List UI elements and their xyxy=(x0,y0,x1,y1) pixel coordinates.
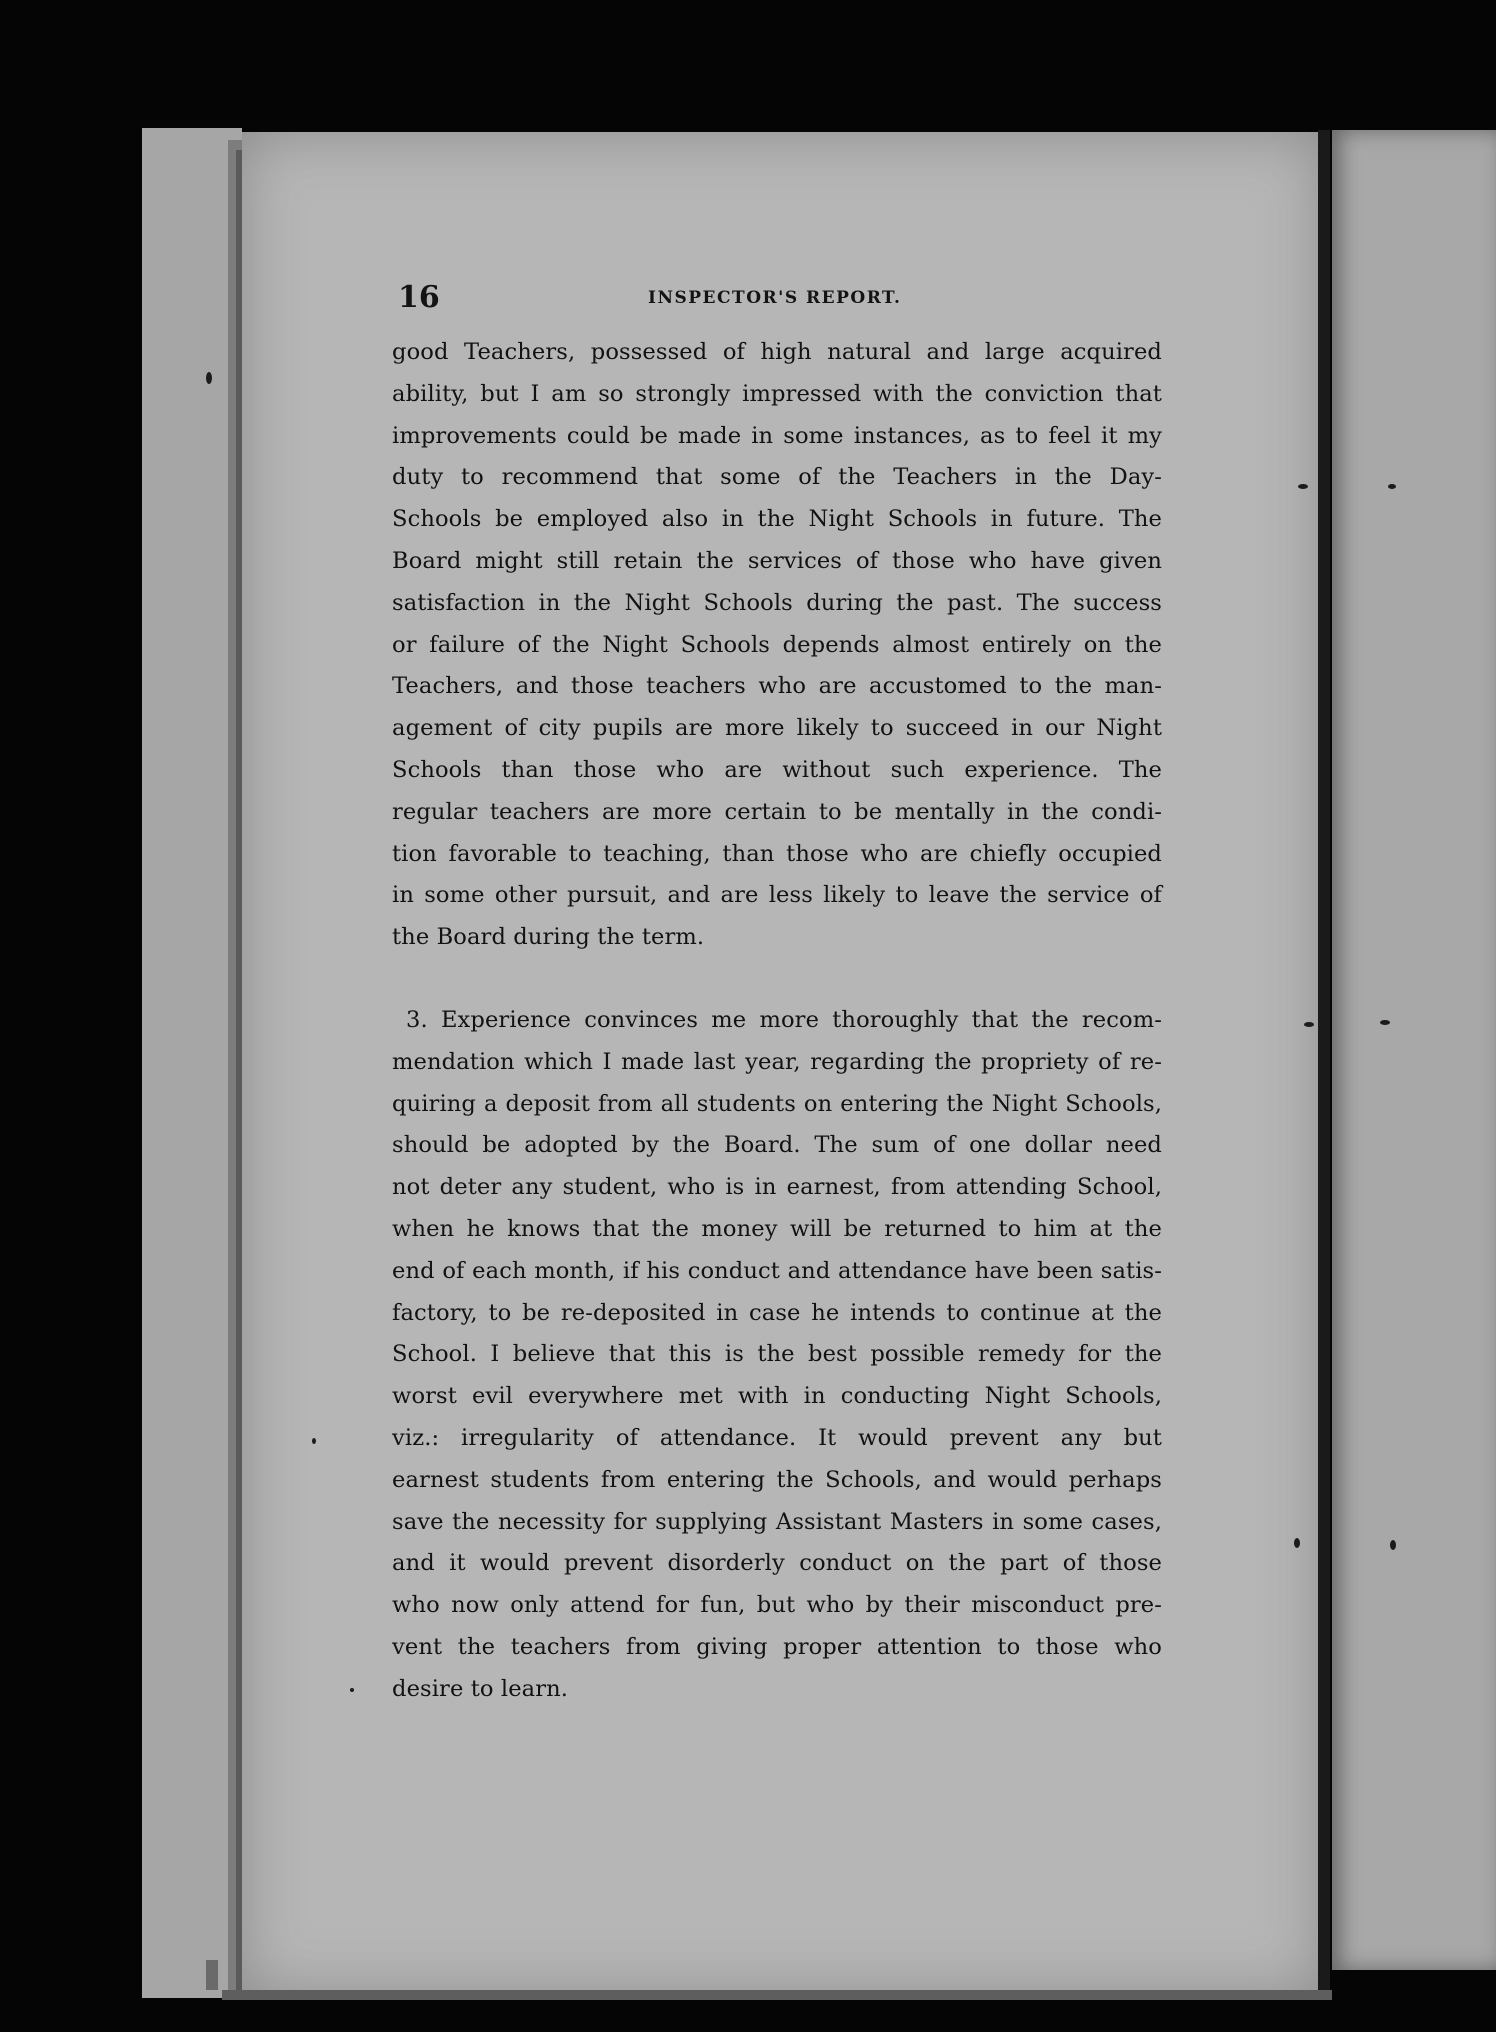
text-line: the Board during the term. xyxy=(392,924,705,951)
text-line: viz.: irregularity of attendance. It would prevent any but xyxy=(392,1424,1162,1451)
text-line: mendation which I made last year, regarding the propriety of re- xyxy=(392,1048,1162,1075)
running-head xyxy=(398,280,1158,324)
spine-mark xyxy=(206,1960,218,1990)
paragraph-1 xyxy=(392,332,1162,959)
text-line: Board might still retain the services of those who have given xyxy=(392,547,1162,574)
scan-speck xyxy=(1380,1020,1390,1025)
scan-speck xyxy=(312,1438,316,1444)
text-line: in some other pursuit, and are less likely to leave the service of xyxy=(392,882,1162,909)
scan-speck xyxy=(1294,1538,1300,1548)
stacked-page-edges xyxy=(142,128,242,1998)
text-line: desire to learn. xyxy=(392,1675,569,1702)
paragraph-2 xyxy=(392,1000,1162,1711)
header-title: INSPECTOR'S REPORT. xyxy=(648,288,902,308)
text-line: tion favorable to teaching, than those who are chiefly occupied xyxy=(392,840,1162,867)
page-number: 16 xyxy=(398,280,440,315)
text-line: good Teachers, possessed of high natural and large acquired xyxy=(392,339,1162,365)
scan-speck xyxy=(1388,484,1396,489)
text-line: factory, to be re-deposited in case he intends to continue at the xyxy=(392,1299,1162,1326)
text-line: Schools be employed also in the Night Schools in future. The xyxy=(392,506,1162,533)
text-line: agement of city pupils are more likely to succeed in our Night xyxy=(392,715,1162,742)
text-line: who now only attend for fun, but who by their misconduct pre- xyxy=(392,1592,1162,1619)
scan-speck xyxy=(206,372,212,384)
text-line: vent the teachers from giving proper attention to those who xyxy=(392,1633,1162,1660)
scan-speck xyxy=(1304,1022,1314,1027)
text-line: Schools than those who are without such experience. The xyxy=(392,756,1162,783)
text-line: and it would prevent disorderly conduct on the part of those xyxy=(392,1550,1162,1577)
scan-speck xyxy=(1298,484,1308,489)
text-line: improvements could be made in some instances, as to feel it my xyxy=(392,422,1162,449)
text-line: School. I believe that this is the best possible remedy for the xyxy=(392,1341,1162,1368)
text-line: or failure of the Night Schools depends almost entirely on the xyxy=(392,631,1162,658)
scan-speck xyxy=(1390,1540,1396,1550)
adjacent-page xyxy=(1332,130,1496,1970)
text-line: satisfaction in the Night Schools during the past. The success xyxy=(392,589,1162,616)
gutter-shadow xyxy=(1318,130,1330,1996)
text-line: Teachers, and those teachers who are accustomed to the man- xyxy=(392,673,1162,700)
text-line: should be adopted by the Board. The sum of one dollar need xyxy=(392,1132,1162,1159)
text-line: when he knows that the money will be returned to him at the xyxy=(392,1215,1162,1242)
text-line: save the necessity for supplying Assistant Masters in some cases, xyxy=(392,1508,1162,1535)
text-line: not deter any student, who is in earnest, from attending School, xyxy=(392,1174,1162,1201)
text-line: duty to recommend that some of the Teachers in the Day- xyxy=(392,464,1162,491)
text-line: end of each month, if his conduct and attendance have been satis- xyxy=(392,1257,1162,1284)
text-line: earnest students from entering the Schools, and would perhaps xyxy=(392,1466,1162,1493)
text-line: ability, but I am so strongly impressed with the conviction that xyxy=(392,380,1162,407)
text-line: worst evil everywhere met with in conducting Night Schools, xyxy=(392,1383,1162,1410)
text-line: regular teachers are more certain to be mentally in the condi- xyxy=(392,798,1162,825)
text-line: quiring a deposit from all students on entering the Night Schools, xyxy=(392,1090,1162,1117)
scan-speck xyxy=(350,1688,354,1692)
text-line: 3. Experience convinces me more thoroughly that the recom- xyxy=(406,1007,1162,1033)
page-bottom-edge xyxy=(222,1990,1332,2000)
